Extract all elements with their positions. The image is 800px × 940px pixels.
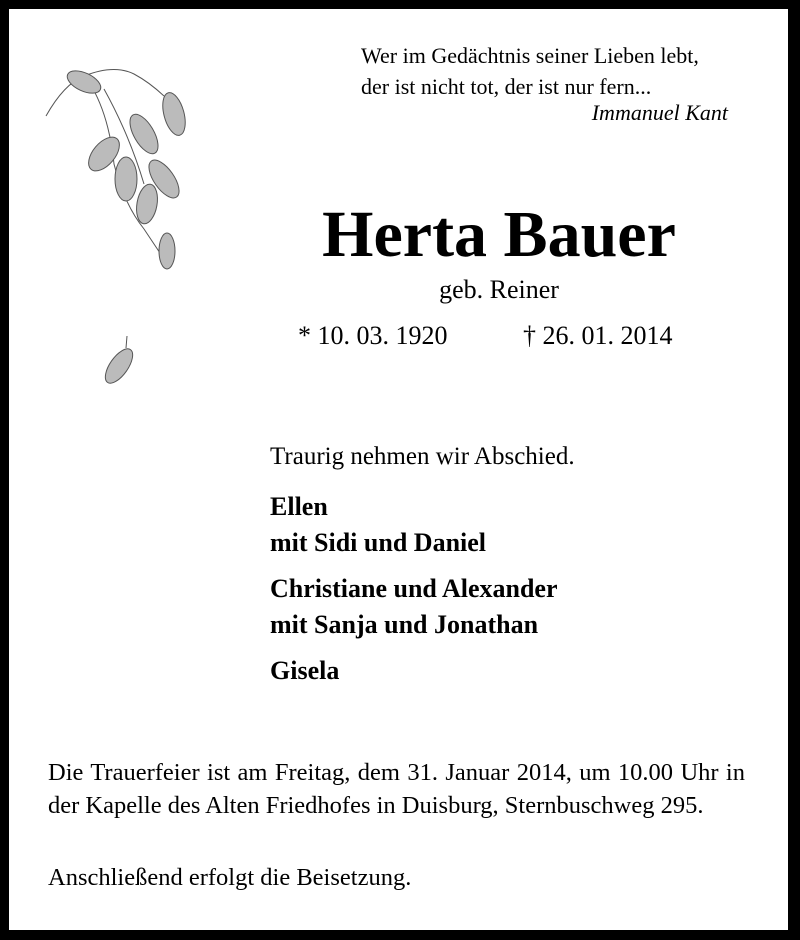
quote-author: Immanuel Kant xyxy=(591,100,728,125)
burial-text: Anschließend erfolgt die Beisetzung. xyxy=(48,864,412,891)
deceased-name: Herta Bauer xyxy=(322,198,676,271)
mourner-line: mit Sidi und Daniel xyxy=(270,528,487,557)
mourner-line: Gisela xyxy=(270,656,340,685)
mourner-line: Christiane und Alexander xyxy=(270,574,558,603)
quote-line-1: Wer im Gedächtnis seiner Lieben lebt, xyxy=(361,43,699,68)
funeral-service-text: Die Trauerfeier ist am Freitag, dem 31. Januar 2014, um 10.00 Uhr in der Kapelle des Alten Friedhofes in Duisburg, Sternbuschweg 295. xyxy=(48,759,745,819)
death-date: † 26. 01. 2014 xyxy=(523,321,673,350)
mourner-line: Ellen xyxy=(270,492,328,521)
mourner-line: mit Sanja und Jonathan xyxy=(270,610,539,639)
birth-date: * 10. 03. 1920 xyxy=(298,321,448,350)
farewell-text: Traurig nehmen wir Abschied. xyxy=(270,443,575,470)
maiden-name: geb. Reiner xyxy=(439,275,559,304)
falling-leaf-illustration xyxy=(101,334,141,394)
quote-line-2: der ist nicht tot, der ist nur fern... xyxy=(361,74,652,99)
